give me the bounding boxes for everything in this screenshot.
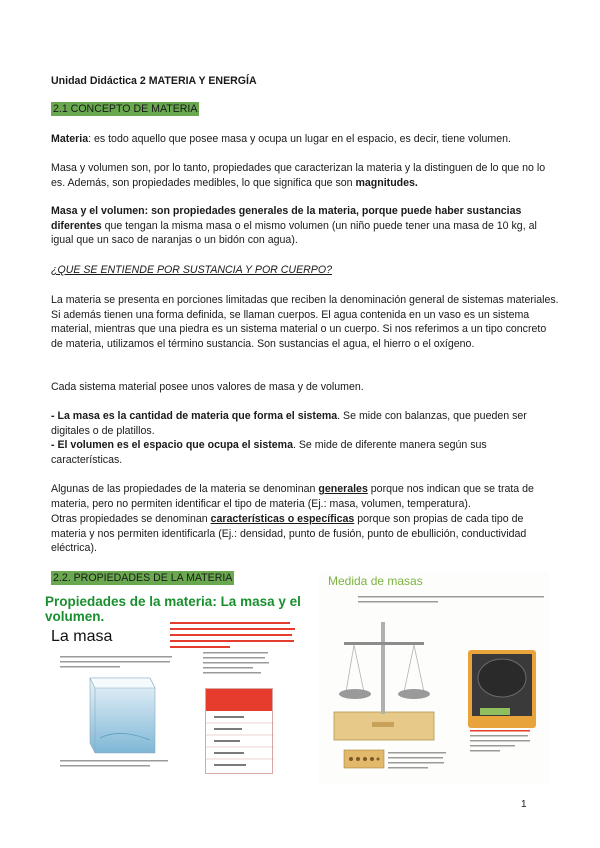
figure-title: Propiedades de la materia: La masa y el volumen. bbox=[45, 594, 301, 624]
generales-paragraph bbox=[51, 482, 559, 511]
propiedades-generales-bold: Masa y el volumen: son propiedades generales de la materia, porque puede haber sustancias diferentes bbox=[51, 205, 522, 232]
magnitudes-text: Masa y volumen son, por lo tanto, propiedades que caracterizan la materia y la distinguen de lo que no lo es. Además, son propiedades medibles, lo que significa que son bbox=[51, 162, 546, 189]
generales-text-c: porque nos indican que se trata de materia, pero no permiten identificar el tipo de materia (Ej.: masa, volumen, temperatura). bbox=[51, 483, 534, 510]
propiedades-generales-text: que tengan la misma masa o el mismo volumen (un niño puede tener una masa de 10 kg, al igual que un saco de naranjas o un bidón con agua). bbox=[51, 219, 537, 246]
balance-scale-illustration bbox=[324, 612, 449, 782]
digital-scale-illustration bbox=[458, 630, 546, 770]
section2-heading-text: 2.2. PROPIEDADES DE LA MATERIA bbox=[53, 572, 233, 584]
medida-title: Medida de masas bbox=[328, 574, 423, 588]
volumen-bullet-text: . Se mide de diferente manera según sus características. bbox=[51, 439, 487, 466]
medida-caption-lines bbox=[358, 594, 548, 606]
propiedades-generales-paragraph bbox=[51, 204, 559, 248]
cube-illustration bbox=[70, 668, 160, 758]
document-title: Unidad Didáctica 2 MATERIA Y ENERGÍA bbox=[51, 75, 257, 87]
equivalence-table-rows bbox=[206, 711, 274, 775]
masa-volumen-values-paragraph: Cada sistema material posee unos valores de masa y de volumen. bbox=[51, 381, 364, 393]
volumen-bullet bbox=[51, 438, 559, 467]
generales-term: generales bbox=[318, 483, 368, 495]
sustancia-cuerpo-question: ¿QUE SE ENTIENDE POR SUSTANCIA Y POR CUERPO? bbox=[51, 264, 332, 276]
materia-definition-text: : es todo aquello que posee masa y ocupa un lugar en el espacio, es decir, tiene volumen. bbox=[88, 133, 511, 145]
masa-bullet-bold: - La masa es la cantidad de materia que forma el sistema bbox=[51, 410, 338, 422]
materia-term: Materia bbox=[51, 133, 89, 145]
especificas-term: características o específicas bbox=[210, 513, 355, 525]
caption-lines-right bbox=[203, 650, 273, 680]
medida-masas-figure bbox=[318, 572, 549, 784]
section-heading-propiedades bbox=[51, 571, 234, 586]
caption-lines-bottom bbox=[60, 758, 170, 770]
materia-definition bbox=[51, 132, 559, 147]
volumen-bullet-bold: - El volumen es el espacio que ocupa el sistema bbox=[51, 439, 293, 451]
caption-lines-top bbox=[60, 654, 175, 668]
masa-figure bbox=[45, 588, 307, 778]
equivalence-table bbox=[205, 688, 273, 774]
magnitudes-term: magnitudes. bbox=[355, 176, 418, 189]
figure-subtitle: La masa bbox=[51, 628, 113, 645]
masa-bullet-text: . Se mide con balanzas, que pueden ser digitales o de platillos. bbox=[51, 410, 527, 437]
section-heading-concepto bbox=[51, 102, 199, 117]
masa-bullet bbox=[51, 409, 559, 438]
generales-text-a: Algunas de las propiedades de la materia se denominan bbox=[51, 483, 319, 495]
sistemas-materiales-paragraph: La materia se presenta en porciones limitadas que reciben la denominación general de sistemas materiales. Si además tienen una forma definida, se llaman cuerpos. El agua contenida en un vaso es un sistema material, mientras que una piedra es un sistema material o un cuerpo. Si nos referimos a un tipo concreto de materia, utilizamos el término sustancia. Son sustancias el agua, el hierro o el oxígeno. bbox=[51, 294, 559, 350]
page-number: 1 bbox=[521, 799, 527, 810]
section-heading-text: 2.1 CONCEPTO DE MATERIA bbox=[53, 103, 198, 115]
especificas-text-c: porque son propias de cada tipo de materia y nos permiten identificarla (Ej.: densidad, punto de fusión, punto de ebullición, conductividad eléctrica). bbox=[51, 513, 527, 554]
magnitudes-paragraph bbox=[51, 161, 559, 190]
especificas-text-a: Otras propiedades se denominan bbox=[51, 513, 211, 525]
especificas-paragraph bbox=[51, 512, 559, 556]
